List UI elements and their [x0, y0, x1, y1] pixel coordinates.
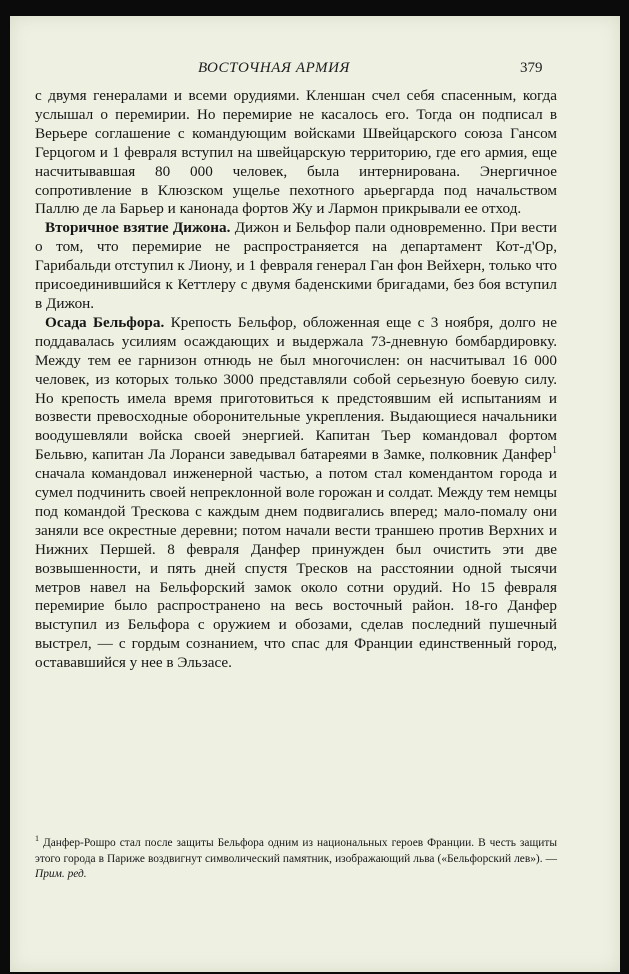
paragraph-army-retreat [35, 87, 557, 219]
footnote-text: Данфер-Рошро стал после защиты Бельфора одним из национальных героев Франции. В честь защиты этого города в Париже воздвигнут символический памятник, изображающий льва («Бельфорский лев»). — [35, 837, 557, 865]
paragraph-text-continued: сначала командовал инженерной частью, а потом стал комендантом города и сумел подчинить своей непреклонной воле горожан и солдат. Между тем немцы под командой Трескова с каждым днем подвигались вперед; мало-помалу они заняли все окрестные деревни; потом начали вести траншею против Верхних и Нижних Першей. 8 февраля Данфер принужден был очистить эти две возвышенности, и пять дней спустя Тресков на расстоянии одной тысячи метров навел на Бельфорский замок около сотни орудий. Но 15 февраля перемирие было распространено на весь восточный район. 18-го Данфер выступил из Бельфора с оружием и обозами, сделав последний пушечный выстрел, — с гордым сознанием, что спас для Франции единственный город, остававшийся у нее в Эльзасе. [35, 465, 557, 672]
body-text [35, 87, 557, 673]
paragraph-text: с двумя генералами и всеми орудиями. Кленшан счел себя спасенным, когда услышал о перемирии. Но перемирие не касалось его. Тогда он подписал в Верьере соглашение с командующим войсками Швейцарского союза Гансом Герцогом и 1 февраля вступил на швейцарскую территорию, где его армия, еще насчитывавшая 80 000 человек, была интернирована. Энергичное сопротивление в Клюзском ущелье пехотного арьергарда под начальством Паллю де ла Барьер и канонада фортов Жу и Лармон прикрывали ее отход. [35, 87, 557, 218]
paragraph-dijon [35, 219, 557, 314]
footnote-reference: 1 [552, 445, 557, 457]
editor-note: Прим. ред. [35, 868, 87, 881]
paragraph-text: Дижон и Бельфор пали одновременно. При вести о том, что перемирие не распространяется на департамент Кот-д'Ор, Гарибальди отступил к Лиону, и 1 февраля генерал Ган фон Вейхерн, только что присоединившийся к Кеттлеру с двумя баденскими бригадами, без боя вступил в Дижон. [35, 219, 557, 312]
page-number: 379 [520, 60, 543, 76]
running-head [10, 60, 620, 82]
section-heading-belfort: Осада Бельфора. [45, 313, 165, 331]
running-title: ВОСТОЧНАЯ АРМИЯ [198, 60, 350, 76]
footnote [35, 836, 557, 883]
paragraph-text: Крепость Бельфор, обложенная еще с 3 ноября, долго не поддавалась усилиям осаждающих и выдержала 73-дневную бомбардировку. Между тем ее гарнизон отнюдь не был многочислен: он насчитывал 16 000 человек, из которых только 3000 представляли собой серьезную боевую силу. Но крепость имела время приготовиться к предстоявшим ей испытаниям и возвести превосходные оборонительные укрепления. Выдающиеся начальники воодушевляли войска своей энергией. Капитан Тьер командовал фортом Бельвю, капитан Ла Лоранси заведывал батареями в Замке, полковник Данфер [35, 313, 557, 464]
book-page [10, 16, 620, 972]
section-heading-dijon: Вторичное взятие Дижона. [45, 219, 231, 237]
footnote-mark: 1 [35, 834, 39, 844]
footnote-separator [35, 818, 155, 819]
paragraph-belfort [35, 314, 557, 673]
